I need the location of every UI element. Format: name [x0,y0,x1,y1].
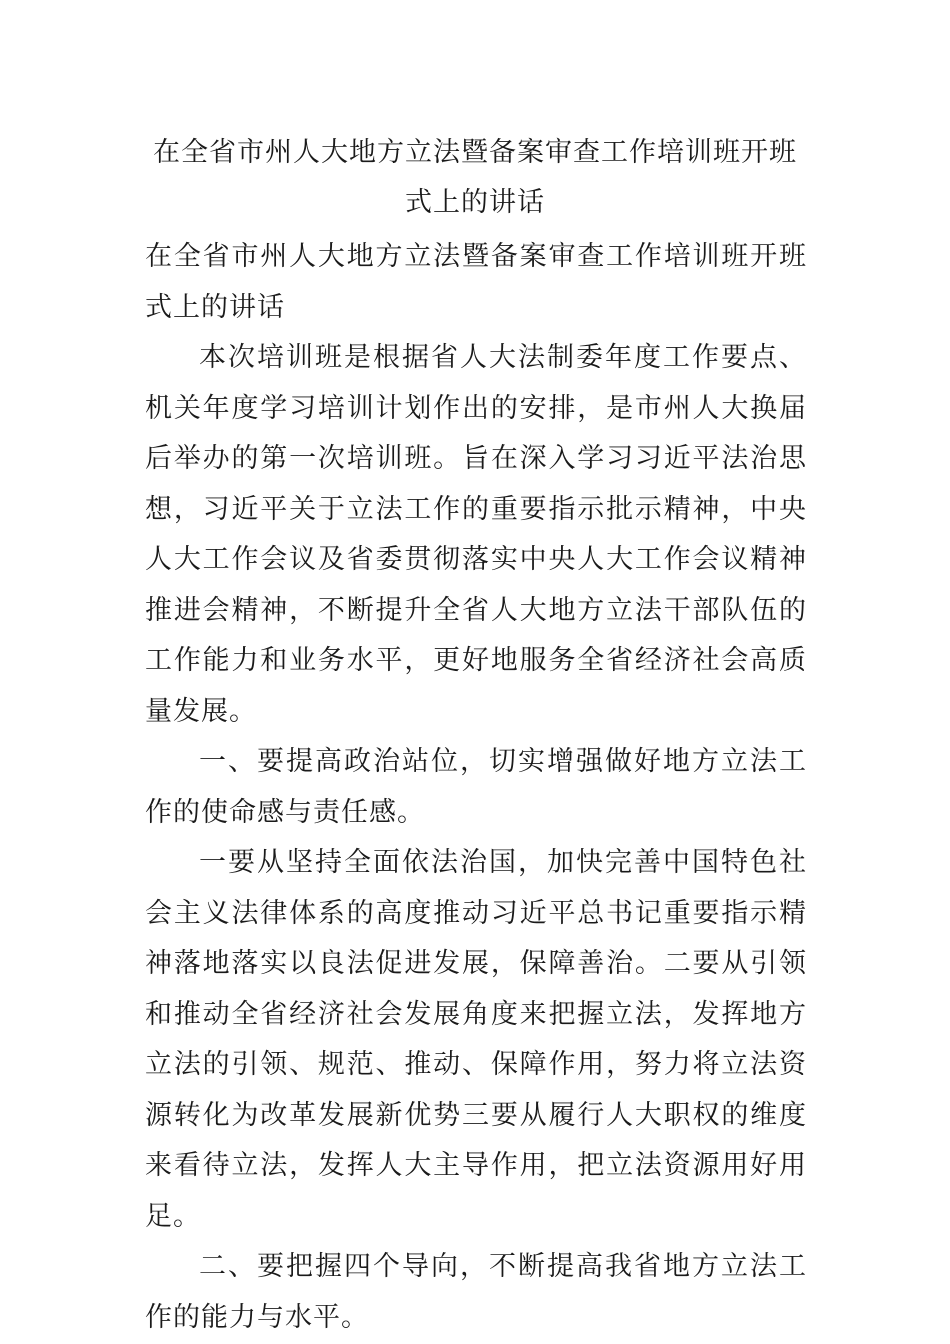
paragraph-intro: 本次培训班是根据省人大法制委年度工作要点、机关年度学习培训计划作出的安排，是市州人大换届后举办的第一次培训班。旨在深入学习习近平法治思想，习近平关于立法工作的重要指示批示精神，中央人大工作会议及省委贯彻落实中央人大工作会议精神推进会精神，不断提升全省人大地方立法干部队伍的工作能力和业务水平，更好地服务全省经济社会高质量发展。 [145,342,807,727]
section-heading-2: 二、要把握四个导向，不断提高我省地方立法工作的能力与水平。 [145,1251,807,1333]
paragraph-section-1: 一要从坚持全面依法治国，加快完善中国特色社会主义法律体系的高度推动习近平总书记重要指示精神落地落实以良法促进发展，保障善治。二要从引领和推动全省经济社会发展角度来把握立法，发挥地方立法的引领、规范、推动、保障作用，努力将立法资源转化为改革发展新优势三要从履行人大职权的维度来看待立法，发挥人大主导作用，把立法资源用好用足。 [145,847,807,1232]
document-body [145,232,807,1343]
section-heading-1: 一、要提高政治站位，切实增强做好地方立法工作的使命感与责任感。 [145,746,807,828]
document-subtitle: 在全省市州人大地方立法暨备案审查工作培训班开班式上的讲话 [145,241,807,323]
document-title: 在全省市州人大地方立法暨备案审查工作培训班开班式上的讲话 [153,137,797,218]
